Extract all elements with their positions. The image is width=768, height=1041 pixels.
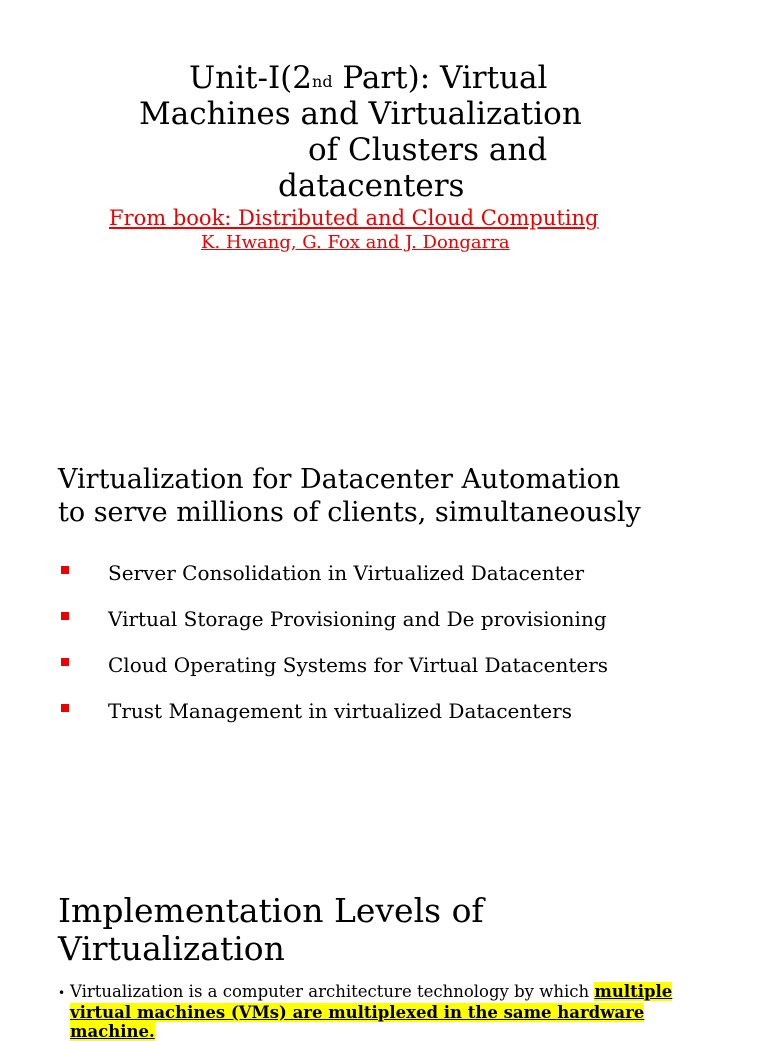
square-bullet-icon: [61, 704, 69, 712]
square-bullet-icon: [61, 612, 69, 620]
list-item-text: Cloud Operating Systems for Virtual Datacenters: [108, 653, 609, 677]
definition-line-1: [58, 982, 718, 1003]
title-line-2: Machines and Virtualization: [139, 96, 582, 132]
definition-plain-text: Virtualization is a computer architecture technology by which: [70, 982, 595, 1001]
definition-line-2: [58, 1003, 718, 1022]
list-item-text: Trust Management in virtualized Datacenters: [108, 699, 572, 723]
source-book-link[interactable]: From book: Distributed and Cloud Computing: [109, 206, 599, 230]
title-text-post: Part): Virtual: [332, 60, 548, 96]
title-line-1: [189, 60, 547, 96]
implementation-heading-line-1: Implementation Levels of: [58, 891, 484, 930]
datacenter-heading-line-1: Virtualization for Datacenter Automation: [58, 464, 621, 495]
bullet-dot-icon: •: [58, 986, 66, 1000]
definition-highlight-2: virtual machines (VMs) are multiplexed in the same hardware: [70, 1003, 645, 1022]
datacenter-heading-line-2: to serve millions of clients, simultaneously: [58, 497, 641, 528]
title-line-4: datacenters: [278, 168, 465, 204]
title-superscript: nd: [312, 72, 333, 91]
definition-line-3: [58, 1022, 718, 1041]
title-text-pre: Unit-I(2: [189, 60, 313, 96]
square-bullet-icon: [61, 658, 69, 666]
list-item-text: Server Consolidation in Virtualized Datacenter: [108, 561, 585, 585]
title-line-3: of Clusters and: [308, 132, 548, 168]
definition-highlight-3: machine.: [70, 1022, 155, 1041]
source-authors-link[interactable]: K. Hwang, G. Fox and J. Dongarra: [201, 232, 510, 253]
implementation-heading-line-2: Virtualization: [58, 929, 285, 968]
square-bullet-icon: [61, 566, 69, 574]
list-item-text: Virtual Storage Provisioning and De provisioning: [108, 607, 607, 631]
title-slide: [0, 0, 768, 300]
definition-highlight-1: multiple: [594, 982, 673, 1001]
virtualization-definition: [58, 982, 718, 1041]
